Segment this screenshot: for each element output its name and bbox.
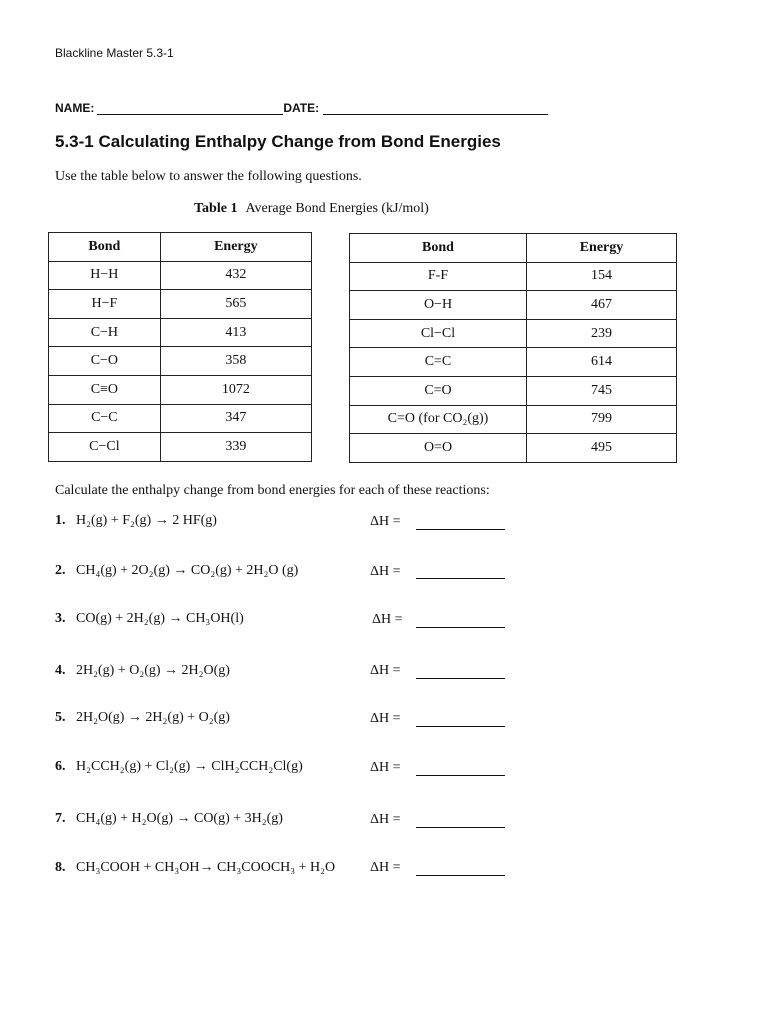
table-row [350,434,677,463]
delta-h-label: ΔH = [372,612,403,627]
bond-header: Bond [49,233,161,262]
energy-cell: 413 [160,318,311,347]
energy-cell: 239 [527,319,677,348]
question-equation: CH₃COOH + CH₃OH→ CH₃COOCH₃ + H₂O [76,860,336,875]
question-number: 2. [55,563,66,578]
delta-h-label: ΔH = [370,514,401,529]
table-row [49,347,312,376]
question-number: 8. [55,860,66,875]
question-1 [55,513,217,529]
delta-h-label: ΔH = [370,663,401,678]
table-caption [194,201,429,217]
energy-cell: 154 [527,262,677,291]
table-header-row [49,233,312,262]
delta-h-label: ΔH = [370,812,401,827]
delta-h-label: ΔH = [370,860,401,875]
question-2 [55,563,298,579]
bond-cell: F-F [350,262,527,291]
blackline-master-label: Blackline Master 5.3-1 [55,46,174,60]
answer-line-5[interactable] [416,725,505,727]
answer-line-7[interactable] [416,826,505,828]
bond-energy-table-right [349,233,677,463]
table-row [350,376,677,405]
table-caption-label: Table 1 [194,201,238,216]
question-equation: CH₄(g) + 2O₂(g) → CO₂(g) + 2H₂O (g) [76,563,299,578]
table-row [49,261,312,290]
delta-h-label: ΔH = [370,760,401,775]
energy-cell: 467 [527,291,677,320]
name-date-row [55,100,548,115]
question-equation: 2H₂(g) + O₂(g) → 2H₂O(g) [76,663,230,678]
table-row [49,375,312,404]
table-row [350,291,677,320]
question-number: 3. [55,611,66,626]
bond-cell: O−H [350,291,527,320]
bond-cell: Cl−Cl [350,319,527,348]
delta-h-label: ΔH = [370,711,401,726]
question-equation: H₂(g) + F₂(g) → 2 HF(g) [76,513,217,528]
bond-cell: C−H [49,318,161,347]
question-equation: H₂CCH₂(g) + Cl₂(g) → ClH₂CCH₂Cl(g) [76,759,303,774]
table-row [49,433,312,462]
answer-line-2[interactable] [416,577,505,579]
table-row [350,348,677,377]
date-field-line[interactable] [323,100,548,115]
energy-cell: 799 [527,405,677,434]
delta-h-label: ΔH = [370,564,401,579]
question-5 [55,710,230,726]
question-equation: CH₄(g) + H₂O(g) → CO(g) + 3H₂(g) [76,811,283,826]
name-field-line[interactable] [97,100,283,115]
table-row [350,262,677,291]
question-number: 7. [55,811,66,826]
page-title: 5.3-1 Calculating Enthalpy Change from Bond Energies [55,132,501,151]
date-label: DATE: [283,101,320,115]
table-row [49,290,312,319]
energy-cell: 745 [527,376,677,405]
question-6 [55,759,303,775]
energy-cell: 565 [160,290,311,319]
question-number: 4. [55,663,66,678]
table-header-row [350,234,677,263]
bond-cell: C−O [49,347,161,376]
energy-cell: 495 [527,434,677,463]
answer-line-6[interactable] [416,774,505,776]
instructions-text: Use the table below to answer the following questions. [55,169,362,184]
table-caption-text: Average Bond Energies (kJ/mol) [245,201,429,216]
bond-cell: C=C [350,348,527,377]
question-equation: 2H₂O(g) → 2H₂(g) + O₂(g) [76,710,230,725]
name-label: NAME: [55,101,95,115]
table-row [49,318,312,347]
bond-cell: C=O (for CO₂(g)) [350,405,527,434]
energy-cell: 614 [527,348,677,377]
table-row [49,404,312,433]
energy-cell: 339 [160,433,311,462]
energy-cell: 432 [160,261,311,290]
question-number: 5. [55,710,66,725]
table-row [350,405,677,434]
bond-cell: C=O [350,376,527,405]
question-number: 6. [55,759,66,774]
question-7 [55,811,283,827]
bond-cell: O=O [350,434,527,463]
answer-line-3[interactable] [416,626,505,628]
energy-cell: 358 [160,347,311,376]
question-3 [55,611,244,627]
answer-line-8[interactable] [416,874,505,876]
bond-cell: C−C [49,404,161,433]
question-8 [55,860,335,876]
bond-energy-table-left [48,232,312,462]
bond-cell: C≡O [49,375,161,404]
bond-header: Bond [350,234,527,263]
table-row [350,319,677,348]
question-4 [55,663,230,679]
bond-cell: C−Cl [49,433,161,462]
energy-header: Energy [527,234,677,263]
bond-cell: H−F [49,290,161,319]
question-equation: CO(g) + 2H₂(g) → CH₃OH(l) [76,611,244,626]
calculation-prompt: Calculate the enthalpy change from bond energies for each of these reactions: [55,483,490,498]
energy-header: Energy [160,233,311,262]
bond-cell: H−H [49,261,161,290]
question-number: 1. [55,513,66,528]
energy-cell: 1072 [160,375,311,404]
answer-line-4[interactable] [416,677,505,679]
answer-line-1[interactable] [416,528,505,530]
energy-cell: 347 [160,404,311,433]
